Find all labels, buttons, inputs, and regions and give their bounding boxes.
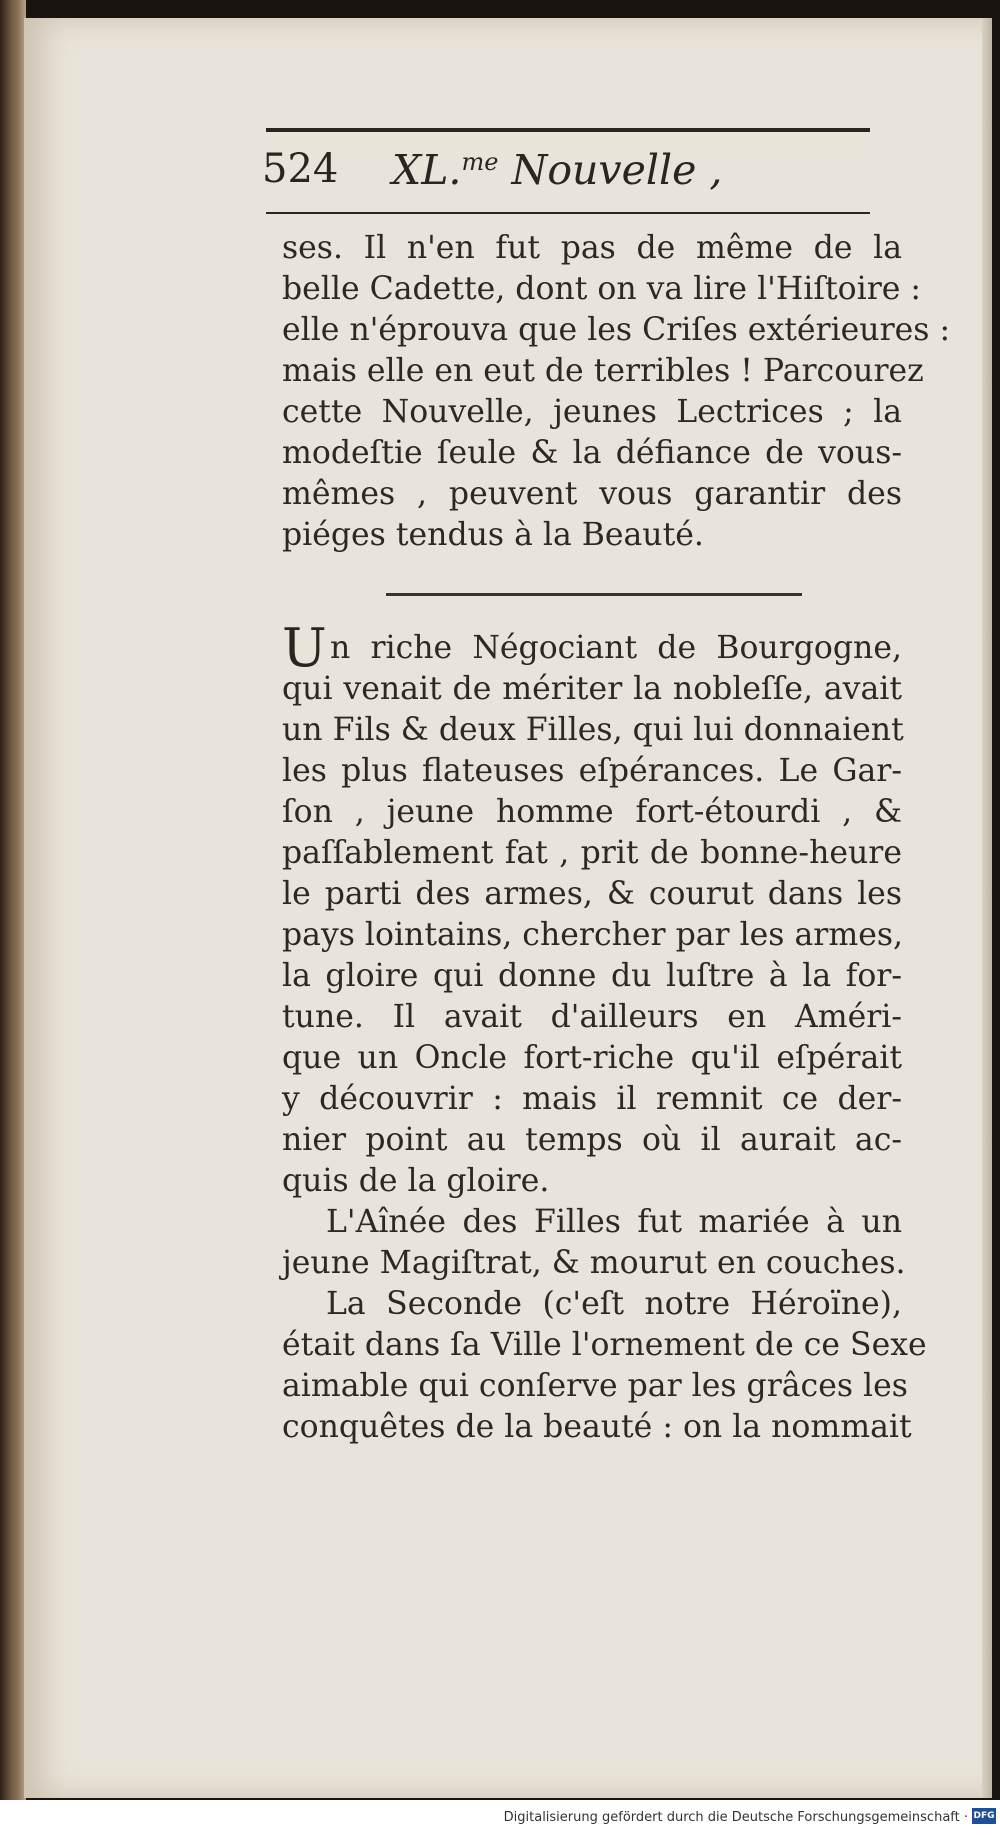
text-line: paſſablement fat , prit de bonne-heure — [282, 835, 902, 871]
text-line: mais elle en eut de terribles ! Parcourez — [282, 353, 924, 389]
text-line: le parti des armes, & courut dans les — [282, 876, 902, 912]
running-title-rest: Nouvelle , — [498, 146, 723, 194]
funding-credit: Digitalisierung gefördert durch die Deutsche Forschungsgemeinschaft · — [503, 1810, 968, 1825]
text-line: cette Nouvelle, jeunes Lectrices ; la — [282, 394, 902, 430]
text-line: belle Cadette, dont on va lire l'Hiſtoire : — [282, 271, 922, 307]
text-line: que un Oncle fort-riche qu'il eſpérait — [282, 1040, 902, 1076]
text-line: n riche Négociant de Bourgogne, — [330, 630, 902, 666]
running-title-sup: me — [461, 148, 499, 176]
paragraph-intro — [282, 228, 951, 556]
text-line: modeſtie ſeule & la défiance de vous- — [282, 435, 902, 471]
text-line: jeune Magiſtrat, & mourut en couches. — [282, 1245, 906, 1281]
dfg-logo: DFG — [972, 1808, 996, 1824]
page-number: 524 — [262, 146, 339, 192]
page-header — [262, 146, 902, 210]
text-line: ſon , jeune homme fort-étourdi , & — [282, 794, 902, 830]
text-line: la gloire qui donne du luſtre à la for- — [282, 958, 902, 994]
section-separator-rule — [386, 593, 802, 596]
text-line: était dans ſa Ville l'ornement de ce Sexe — [282, 1327, 927, 1363]
text-line: nier point au temps où il aurait ac- — [282, 1122, 902, 1158]
text-line: elle n'éprouva que les Criſes extérieures : — [282, 312, 951, 348]
running-title-main: XL. — [392, 146, 462, 194]
text-line: un Fils & deux Filles, qui lui donnaient — [282, 712, 904, 748]
text-line: mêmes , peuvent vous garantir des — [282, 476, 902, 512]
text-line: piéges tendus à la Beauté. — [282, 517, 704, 553]
book-spine — [0, 0, 26, 1800]
text-line: qui venait de mériter la nobleſſe, avait — [282, 671, 902, 707]
text-line: aimable qui conſerve par les grâces les — [282, 1368, 908, 1404]
text-line: pays lointains, chercher par les armes, — [282, 917, 904, 953]
text-line: tune. Il avait d'ailleurs en Améri- — [282, 999, 902, 1035]
text-line: ses. Il n'en fut pas de même de la — [282, 230, 902, 266]
running-title — [392, 146, 722, 194]
text-line: les plus flateuses eſpérances. Le Gar- — [282, 753, 902, 789]
text-line: conquêtes de la beauté : on la nommait — [282, 1409, 912, 1445]
header-top-rule — [266, 128, 870, 132]
paragraph-story — [282, 628, 927, 1448]
text-line: y découvrir : mais il remnit ce der- — [282, 1081, 902, 1117]
page-edge — [982, 18, 992, 1798]
text-line: quis de la gloire. — [282, 1163, 550, 1199]
text-line: L'Aînée des Filles fut mariée à un — [326, 1204, 902, 1240]
text-line: La Seconde (c'eſt notre Héroïne), — [326, 1286, 902, 1322]
drop-capital: U — [282, 618, 327, 679]
header-bottom-rule — [266, 212, 870, 214]
